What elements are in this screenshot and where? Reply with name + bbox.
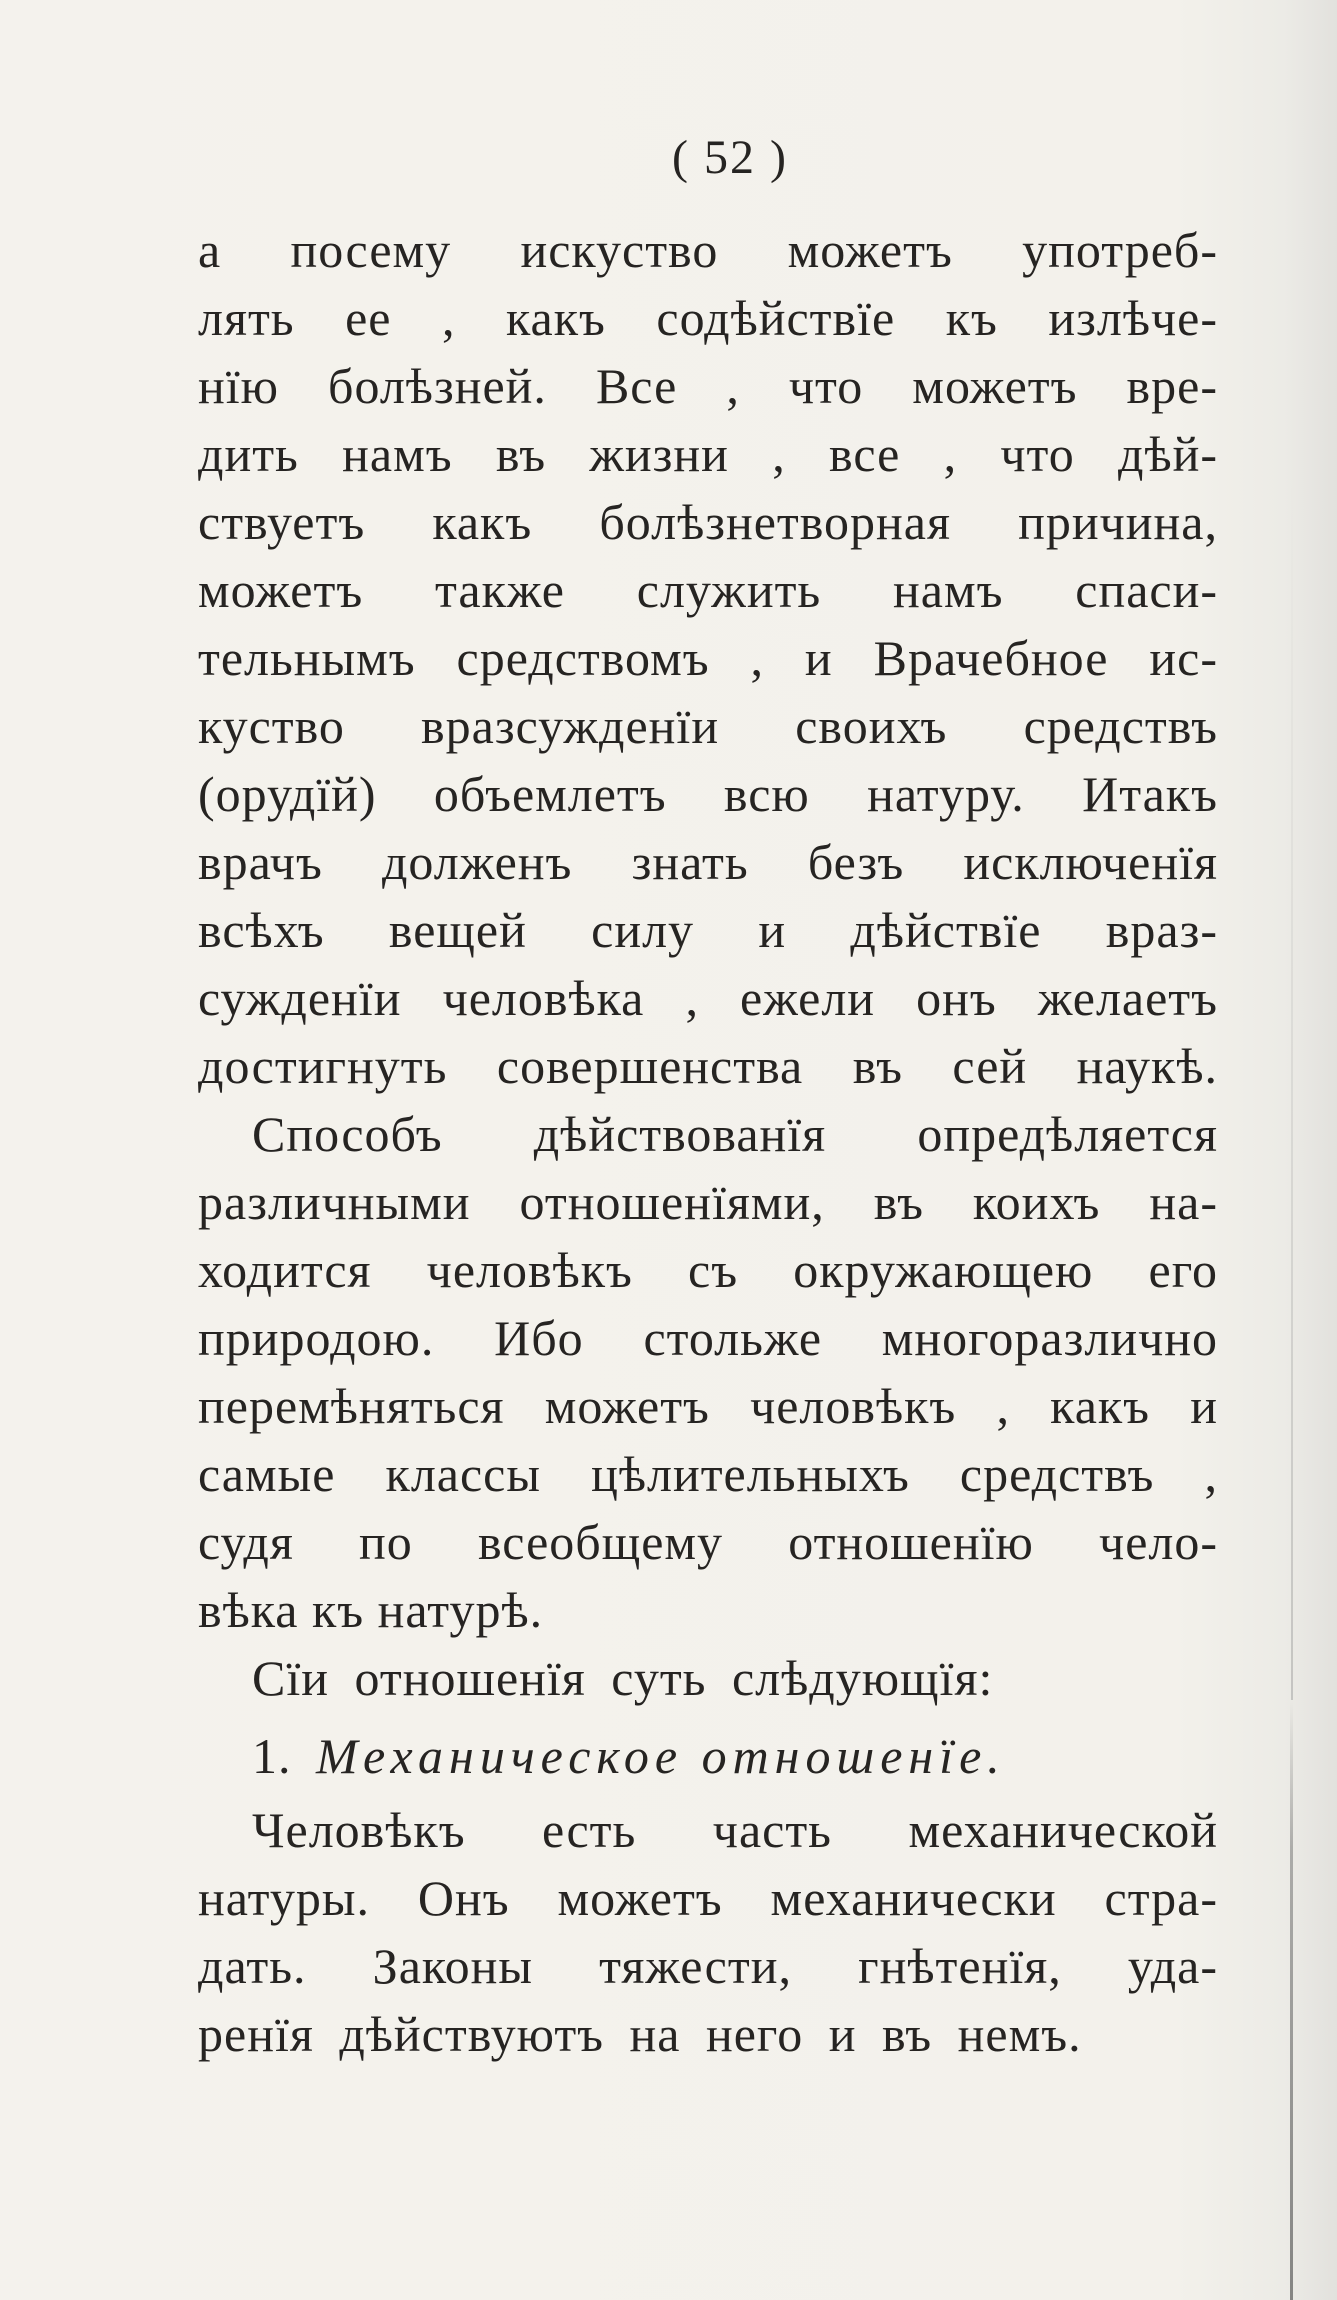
text-line: достигнуть совершенства въ сей наукѣ.: [198, 1038, 1218, 1094]
paragraph: [198, 1796, 1218, 2068]
text-line: Способъ дѣйствованїя опредѣляется: [252, 1106, 1218, 1162]
text-line: сужденїи человѣка , ежели онъ желаетъ: [198, 970, 1218, 1026]
text-line: нїю болѣзней. Все , что можетъ вре-: [198, 358, 1218, 414]
section-number: 1.: [252, 1728, 292, 1784]
text-line: Человѣкъ есть часть механической: [252, 1802, 1218, 1858]
text-line: можетъ также служить намъ спаси-: [198, 562, 1218, 618]
text-line: судя по всеобщему отношенїю чело-: [198, 1514, 1218, 1570]
text-line: Сїи отношенїя суть слѣдующїя:: [252, 1650, 994, 1706]
page-edge-shadow-faint: [1291, 480, 1293, 1700]
text-line: натуры. Онъ можетъ механически стра-: [198, 1870, 1218, 1926]
text-line: природою. Ибо стольже многоразлично: [198, 1310, 1218, 1366]
section-heading: [198, 1722, 1218, 1790]
text-line: всѣхъ вещей силу и дѣйствїе враз-: [198, 902, 1218, 958]
text-line: (орудїй) объемлетъ всю натуру. Итакъ: [198, 766, 1218, 822]
text-line: ходится человѣкъ съ окружающею его: [198, 1242, 1218, 1298]
text-block: [198, 216, 1218, 2068]
paragraph: [198, 216, 1218, 1100]
text-line: тельнымъ средствомъ , и Врачебное ис-: [198, 630, 1218, 686]
text-line: врачъ долженъ знать безъ исключенїя: [198, 834, 1218, 890]
text-line: ренїя дѣйствуютъ на него и въ немъ.: [198, 2006, 1082, 2062]
text-line: ствуетъ какъ болѣзнетворная причина,: [198, 494, 1218, 550]
text-line: различными отношенїями, въ коихъ на-: [198, 1174, 1218, 1230]
page-edge-shadow: [1290, 1700, 1293, 2300]
text-line: вѣка къ натурѣ.: [198, 1582, 544, 1638]
page-number: ( 52 ): [672, 131, 788, 184]
text-line: лять ее , какъ содѣйствїе къ излѣче-: [198, 290, 1218, 346]
text-line: самые классы цѣлительныхъ средствъ ,: [198, 1446, 1218, 1502]
section-title: Механическое отношенїе.: [316, 1728, 1006, 1784]
text-line: куство вразсужденїи своихъ средствъ: [198, 698, 1218, 754]
text-line: дать. Законы тяжести, гнѣтенїя, уда-: [198, 1938, 1218, 1994]
paragraph: [198, 1100, 1218, 1644]
paragraph: [198, 1644, 1218, 1712]
text-line: а посему искуство можетъ употреб-: [198, 222, 1218, 278]
text-line: дить намъ въ жизни , все , что дѣй-: [198, 426, 1218, 482]
text-line: перемѣняться можетъ человѣкъ , какъ и: [198, 1378, 1218, 1434]
